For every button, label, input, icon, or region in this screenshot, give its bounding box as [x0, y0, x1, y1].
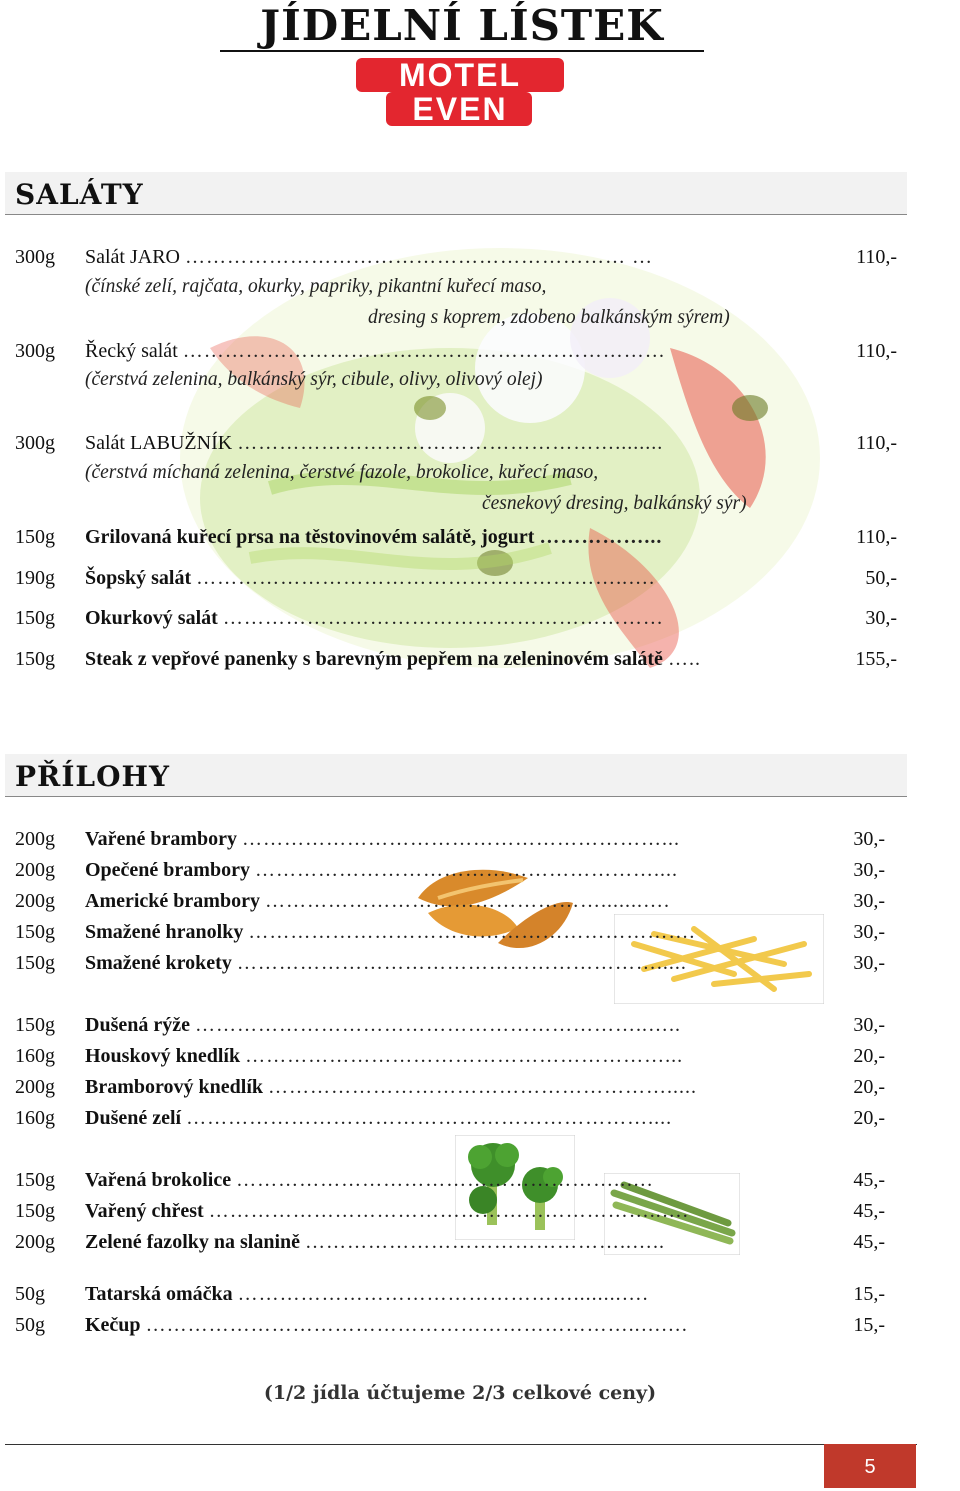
- item-weight: 150g: [15, 1200, 55, 1222]
- item-leader-dots: ……………………………………………………….: [248, 921, 696, 943]
- svg-text:EVEN: EVEN: [412, 91, 508, 126]
- item-leader-dots: ………………………………………………………: [222, 607, 664, 629]
- item-leader-dots: ………………………………………………..….: [236, 1169, 654, 1191]
- item-weight: 300g: [15, 432, 55, 454]
- item-price: 110,-: [856, 340, 897, 362]
- item-weight: 50g: [15, 1283, 45, 1305]
- section-title-sides: PŘÍLOHY: [15, 760, 170, 793]
- item-name: Řecký salát: [85, 340, 178, 362]
- item-description: (čerstvá zelenina, balkánský sýr, cibule, olivy, olivový olej): [85, 369, 543, 390]
- item-price: 20,-: [853, 1045, 885, 1067]
- item-leader-dots: ………………………………………..…..: [305, 1231, 666, 1253]
- item-leader-dots: ……………………………………………………...: [245, 1045, 684, 1067]
- item-price: 20,-: [853, 1076, 885, 1098]
- item-leader-dots: ………………………………………….......….: [264, 890, 670, 912]
- item-price: 30,-: [853, 1014, 885, 1036]
- item-price: 30,-: [853, 859, 885, 881]
- item-name: Opečené brambory: [85, 859, 250, 881]
- item-weight: 300g: [15, 340, 55, 362]
- item-weight: 150g: [15, 952, 55, 974]
- item-price: 110,-: [856, 526, 897, 548]
- svg-text:MOTEL: MOTEL: [399, 58, 521, 93]
- item-leader-dots: ……………...: [539, 526, 663, 548]
- item-weight: 200g: [15, 1231, 55, 1253]
- section-title-salads: SALÁTY: [15, 178, 144, 211]
- item-weight: 150g: [15, 607, 55, 629]
- item-description: (čerstvá míchaná zelenina, čerstvé fazole, brokolice, kuřecí maso,: [85, 462, 599, 483]
- portion-note: (1/2 jídla účtujeme 2/3 celkové ceny): [263, 1382, 657, 1404]
- item-name: Bramborový knedlík: [85, 1076, 263, 1098]
- item-leader-dots: …………………………………………………….....: [236, 952, 687, 974]
- item-leader-dots: ……………………………………………………………: [182, 340, 666, 362]
- item-weight: 200g: [15, 1076, 55, 1098]
- item-leader-dots: …..: [667, 648, 701, 670]
- page-title: JÍDELNÍ LÍSTEK: [220, 2, 704, 52]
- motel-even-logo: [356, 58, 564, 126]
- section-header-sides: [5, 754, 907, 797]
- item-weight: 300g: [15, 246, 55, 268]
- item-leader-dots: ……………………………………………………… …: [185, 246, 653, 268]
- item-name: Smažené krokety: [85, 952, 232, 974]
- item-price: 155,-: [855, 648, 897, 670]
- item-weight: 150g: [15, 921, 55, 943]
- item-name: Okurkový salát: [85, 607, 218, 629]
- item-name: Dušená rýže: [85, 1014, 190, 1036]
- item-name: Kečup: [85, 1314, 141, 1336]
- item-leader-dots: ………………………………………………........: [237, 432, 664, 454]
- item-name: Salát LABUŽNÍK: [85, 432, 233, 454]
- item-price: 110,-: [856, 246, 897, 268]
- item-leader-dots: ………………………………………………………..….: [208, 1200, 689, 1222]
- item-weight: 190g: [15, 567, 55, 589]
- item-price: 15,-: [853, 1314, 885, 1336]
- page-number: 5: [824, 1444, 916, 1488]
- item-leader-dots: ……………………………………………………...: [242, 828, 681, 850]
- item-weight: 200g: [15, 890, 55, 912]
- item-price: 20,-: [853, 1107, 885, 1129]
- item-name: Houskový knedlík: [85, 1045, 241, 1067]
- item-name: Smažené hranolky: [85, 921, 244, 943]
- section-header-salads: [5, 172, 907, 215]
- item-weight: 160g: [15, 1045, 55, 1067]
- item-price: 30,-: [853, 828, 885, 850]
- item-leader-dots: …………………………………………………………....: [186, 1107, 673, 1129]
- item-price: 15,-: [853, 1283, 885, 1305]
- item-weight: 150g: [15, 1014, 55, 1036]
- item-leader-dots: ………………………………………………………..…..: [194, 1014, 681, 1036]
- item-name: Americké brambory: [85, 890, 260, 912]
- item-price: 30,-: [853, 921, 885, 943]
- item-leader-dots: ……………………………………………………………..….…: [145, 1314, 689, 1336]
- item-price: 30,-: [865, 607, 897, 629]
- item-name: Steak z vepřové panenky s barevným pepřem na zeleninovém salátě: [85, 648, 663, 670]
- item-name: Šopský salát: [85, 567, 192, 589]
- item-description: (čínské zelí, rajčata, okurky, papriky, pikantní kuřecí maso,: [85, 276, 547, 297]
- item-weight: 200g: [15, 828, 55, 850]
- item-name: Vařené brambory: [85, 828, 238, 850]
- item-leader-dots: …………………………………………........….: [237, 1283, 649, 1305]
- item-leader-dots: …………………………………………………....: [254, 859, 678, 881]
- item-leader-dots: ………………………………………………….....: [268, 1076, 697, 1098]
- item-name: Dušené zelí: [85, 1107, 182, 1129]
- item-name: Salát JARO: [85, 246, 180, 268]
- item-price: 45,-: [853, 1200, 885, 1222]
- item-weight: 150g: [15, 648, 55, 670]
- item-leader-dots: ……………………………………………………..….: [196, 567, 656, 589]
- item-name: Tatarská omáčka: [85, 1283, 233, 1305]
- item-price: 30,-: [853, 890, 885, 912]
- item-name: Grilovaná kuřecí prsa na těstovinovém salátě, jogurt: [85, 526, 535, 548]
- item-price: 45,-: [853, 1231, 885, 1253]
- item-weight: 160g: [15, 1107, 55, 1129]
- item-price: 30,-: [853, 952, 885, 974]
- item-price: 45,-: [853, 1169, 885, 1191]
- item-name: Vařená brokolice: [85, 1169, 232, 1191]
- item-description: dresing s koprem, zdobeno balkánským sýrem): [368, 307, 730, 328]
- item-name: Zelené fazolky na slanině: [85, 1231, 301, 1253]
- item-weight: 150g: [15, 526, 55, 548]
- item-price: 110,-: [856, 432, 897, 454]
- item-weight: 200g: [15, 859, 55, 881]
- item-weight: 50g: [15, 1314, 45, 1336]
- item-name: Vařený chřest: [85, 1200, 204, 1222]
- item-price: 50,-: [865, 567, 897, 589]
- item-weight: 150g: [15, 1169, 55, 1191]
- footer-divider: [5, 1444, 917, 1445]
- item-description: česnekový dresing, balkánský sýr): [482, 493, 747, 514]
